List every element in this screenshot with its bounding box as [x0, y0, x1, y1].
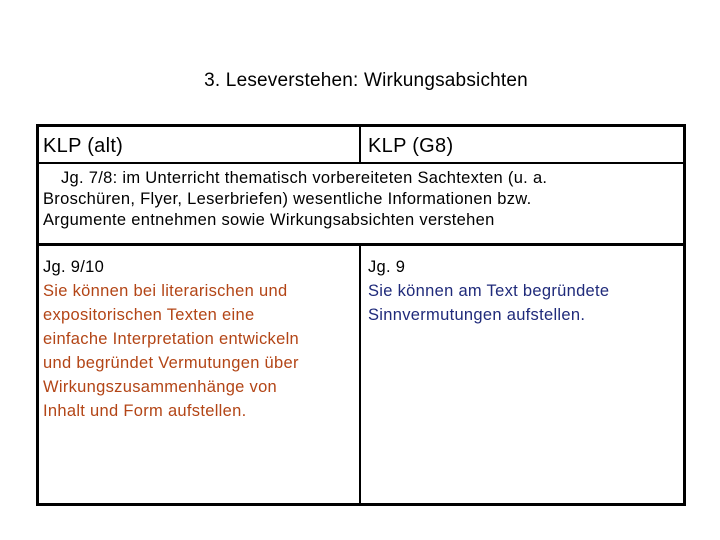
- left-text-line: expositorischen Texten eine: [43, 306, 255, 324]
- page-title: 3. Leseverstehen: Wirkungsabsichten: [204, 70, 528, 91]
- comparison-table: [36, 124, 686, 506]
- shared-row-line: Broschüren, Flyer, Leserbriefen) wesentliche Informationen bzw.: [43, 190, 532, 208]
- left-text-line: und begründet Vermutungen über: [43, 354, 299, 372]
- header-klp-alt: KLP (alt): [43, 135, 124, 157]
- right-text-line: Sie können am Text begründete: [368, 282, 610, 300]
- shared-row-line: Jg. 7/8: im Unterricht thematisch vorbereiteten Sachtexten (u. a.: [61, 169, 548, 187]
- left-text-line: Sie können bei literarischen und: [43, 282, 288, 300]
- header-divider: [359, 127, 361, 164]
- shared-row: [39, 164, 683, 246]
- left-text-line: einfache Interpretation entwickeln: [43, 330, 300, 348]
- left-text-line: Wirkungszusammenhänge von: [43, 378, 278, 396]
- shared-row-line: Argumente entnehmen sowie Wirkungsabsichten verstehen: [43, 211, 495, 229]
- left-column-cell: [43, 255, 353, 423]
- right-text-line: Sinnvermutungen aufstellen.: [368, 306, 586, 324]
- left-text-line: Inhalt und Form aufstellen.: [43, 402, 247, 420]
- right-column-cell: [368, 255, 678, 327]
- left-grade-label: Jg. 9/10: [43, 258, 105, 276]
- header-klp-g8: KLP (G8): [368, 135, 454, 157]
- table-header-row: [39, 127, 683, 164]
- right-grade-label: Jg. 9: [368, 258, 406, 276]
- column-divider: [359, 246, 361, 506]
